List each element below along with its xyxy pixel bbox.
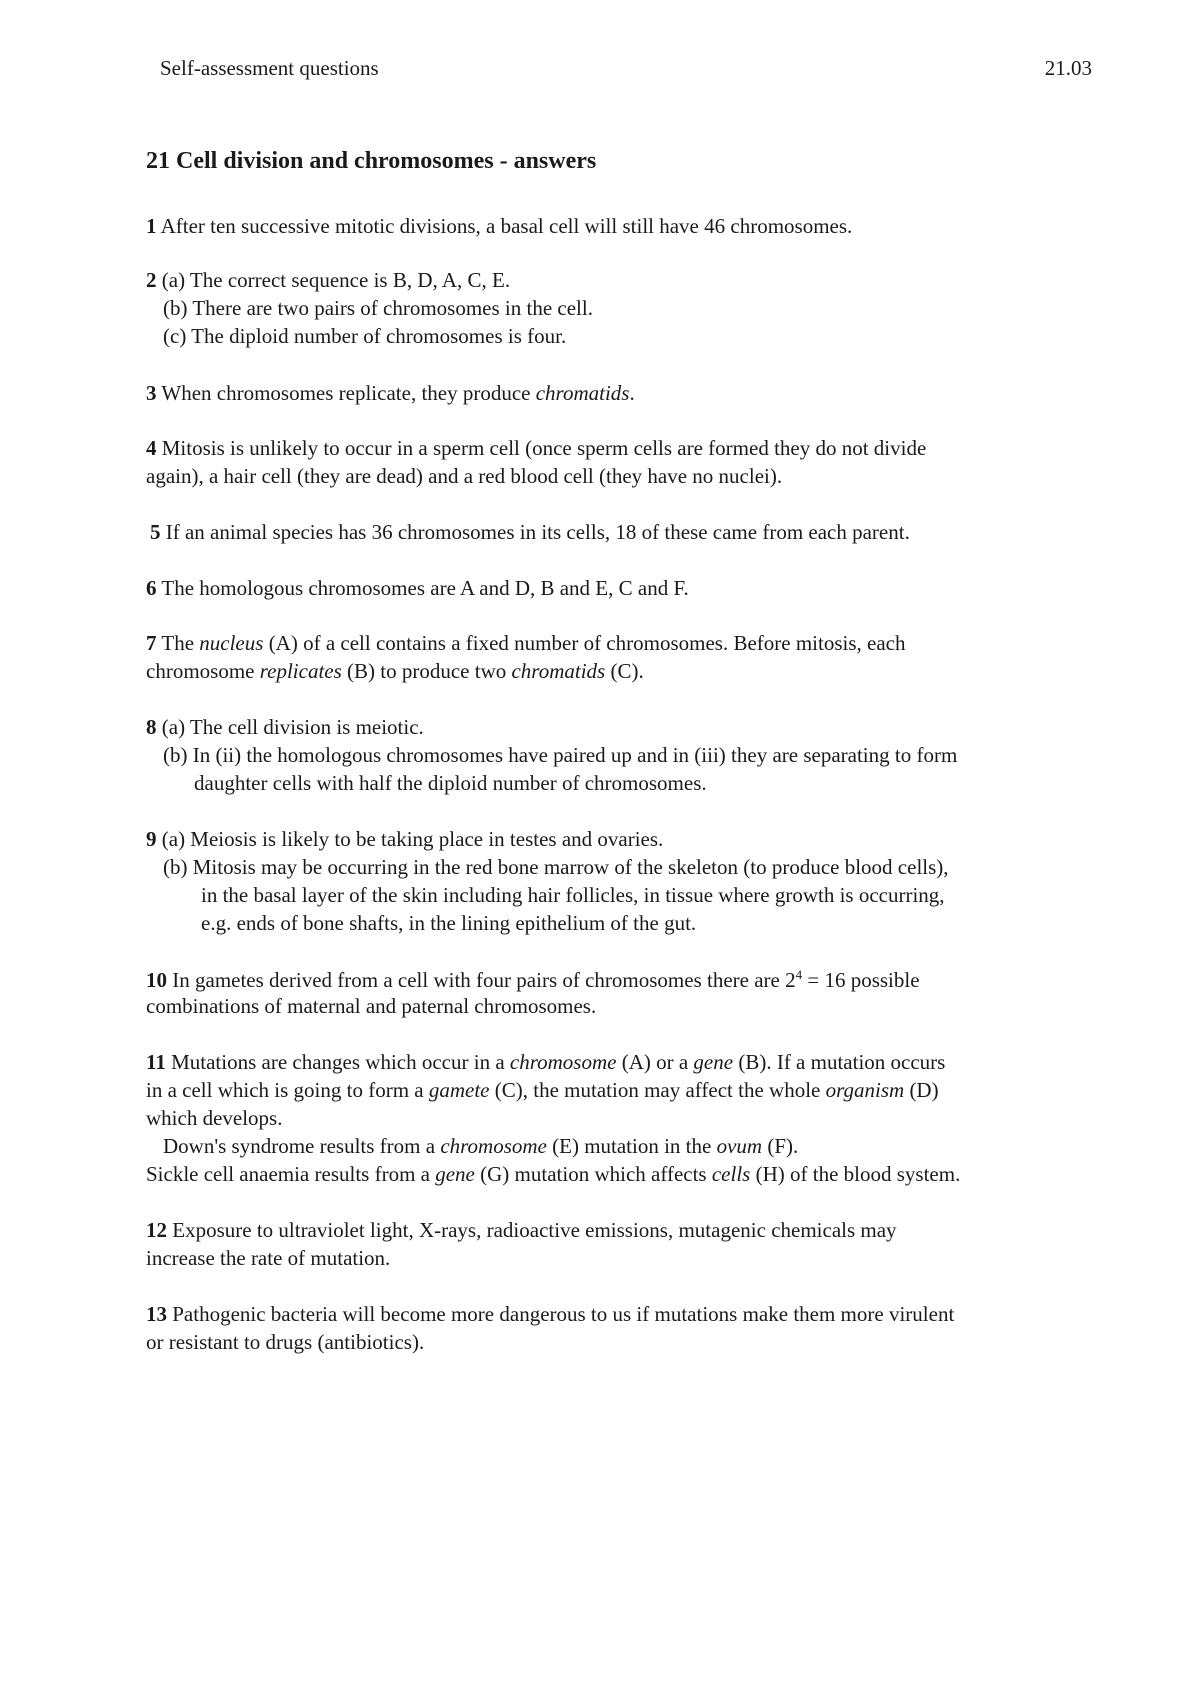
answer-9b-cont-2: e.g. ends of bone shafts, in the lining epithelium of the gut. xyxy=(201,911,697,935)
answer-2b: (b) There are two pairs of chromosomes in the cell. xyxy=(163,296,593,320)
answer-12-cont: increase the rate of mutation. xyxy=(146,1246,391,1270)
answer-2a: 2 (a) The correct sequence is B, D, A, C, E. xyxy=(146,268,511,292)
running-header: Self-assessment questions xyxy=(160,56,379,80)
answer-3: 3 When chromosomes replicate, they produce chromatids. xyxy=(146,381,635,405)
answer-11-cont-1: in a cell which is going to form a gamete (C), the mutation may affect the whole organism (D) xyxy=(146,1078,939,1102)
answer-4: 4 Mitosis is unlikely to occur in a sperm cell (once sperm cells are formed they do not divide xyxy=(146,436,927,460)
answer-8a: 8 (a) The cell division is meiotic. xyxy=(146,715,424,739)
answer-13: 13 Pathogenic bacteria will become more dangerous to us if mutations make them more virulent xyxy=(146,1302,955,1326)
answer-7: 7 The nucleus (A) of a cell contains a fixed number of chromosomes. Before mitosis, each xyxy=(146,631,906,655)
answer-1: 1 After ten successive mitotic divisions, a basal cell will still have 46 chromosomes. xyxy=(146,214,853,238)
answer-5: 5 If an animal species has 36 chromosomes in its cells, 18 of these came from each parent. xyxy=(150,520,910,544)
answer-7-cont: chromosome replicates (B) to produce two chromatids (C). xyxy=(146,659,644,683)
page-number: 21.03 xyxy=(1044,56,1092,80)
answer-9a: 9 (a) Meiosis is likely to be taking place in testes and ovaries. xyxy=(146,827,664,851)
answer-9b-cont-1: in the basal layer of the skin including hair follicles, in tissue where growth is occurring, xyxy=(201,883,945,907)
answer-11-cont-2: which develops. xyxy=(146,1106,283,1130)
answer-11-downs: Down's syndrome results from a chromosome (E) mutation in the ovum (F). xyxy=(163,1134,799,1158)
answer-4-cont: again), a hair cell (they are dead) and a red blood cell (they have no nuclei). xyxy=(146,464,783,488)
answer-2c: (c) The diploid number of chromosomes is four. xyxy=(163,324,567,348)
answer-8b: (b) In (ii) the homologous chromosomes have paired up and in (iii) they are separating to form xyxy=(163,743,958,767)
answer-11: 11 Mutations are changes which occur in a chromosome (A) or a gene (B). If a mutation occurs xyxy=(146,1050,946,1074)
answer-8b-cont: daughter cells with half the diploid number of chromosomes. xyxy=(194,771,707,795)
answer-13-cont: or resistant to drugs (antibiotics). xyxy=(146,1330,425,1354)
answer-10: 10 In gametes derived from a cell with four pairs of chromosomes there are $2^4 = 16$ possible xyxy=(146,967,920,992)
answer-9b: (b) Mitosis may be occurring in the red bone marrow of the skeleton (to produce blood cells), xyxy=(163,855,949,879)
answer-11-sickle: Sickle cell anaemia results from a gene (G) mutation which affects cells (H) of the blood system. xyxy=(146,1162,961,1186)
answer-6: 6 The homologous chromosomes are A and D, B and E, C and F. xyxy=(146,576,689,600)
answer-12: 12 Exposure to ultraviolet light, X-rays, radioactive emissions, mutagenic chemicals may xyxy=(146,1218,897,1242)
page-title: 21 Cell division and chromosomes - answers xyxy=(146,148,597,174)
answer-10-cont: combinations of maternal and paternal chromosomes. xyxy=(146,994,597,1018)
